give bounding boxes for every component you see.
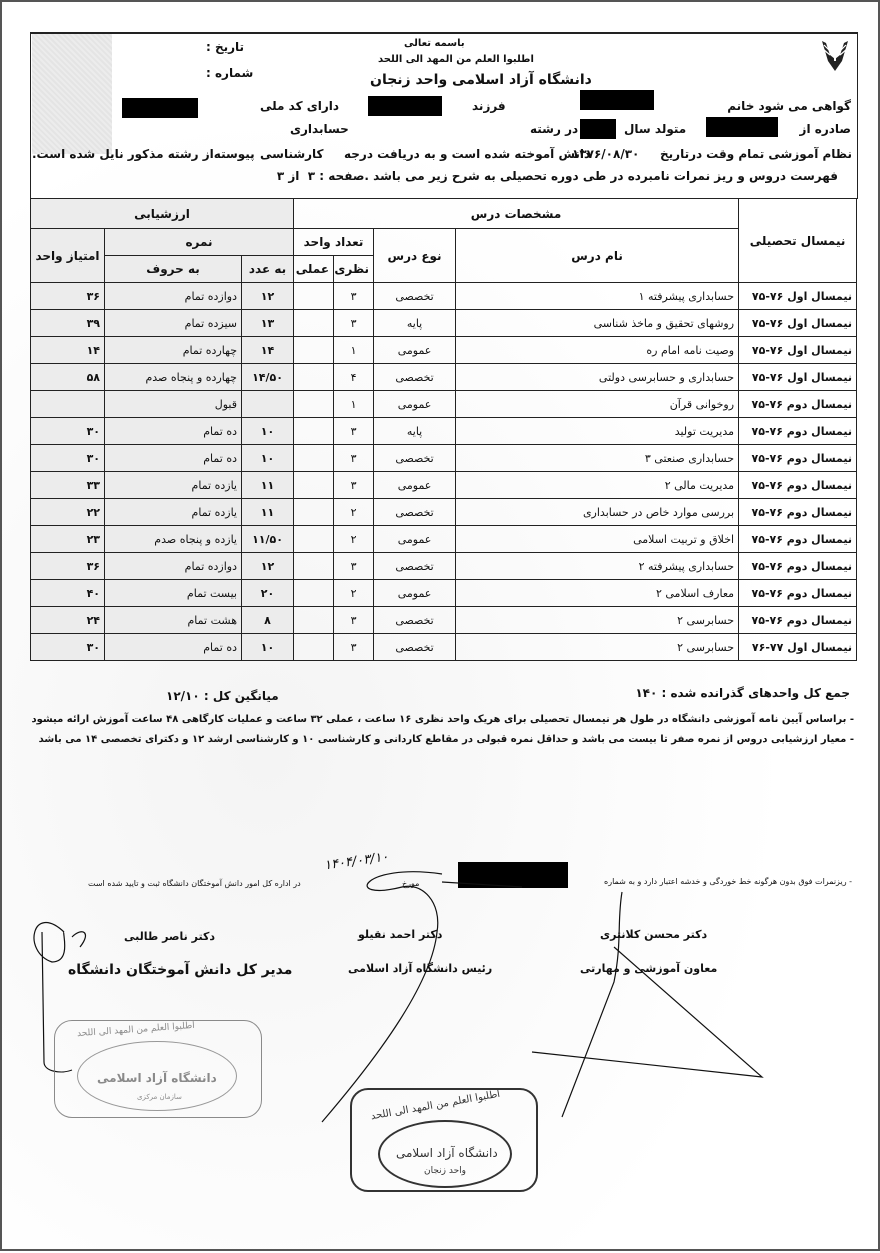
cell-unit-points: ۳۹: [31, 310, 105, 337]
note-grading: - معیار ارزشیابی دروس از نمره صفر تا بیست می باشد و حداقل نمره قبولی در مقاطع کاردانی و کارشناسی ۱۰ و کارشناسی ارشد ۱۲ و دکترای تخصصی ۱۴ می باشد: [38, 734, 854, 745]
cell-grade-words: قبول: [105, 391, 242, 418]
cell-course-name: حسابداری پیشرفته ۲: [456, 553, 739, 580]
cell-unit-points: ۴۰: [31, 580, 105, 607]
in-field-label: در رشته: [530, 122, 579, 136]
stamp-center-top-text: اطلبوا العلم من المهد الی اللحد: [370, 1088, 501, 1123]
cell-grade-words: دوازده تمام: [105, 553, 242, 580]
hadith: اطلبوا العلم من المهد الی اللحد: [378, 54, 534, 65]
header-units-count: تعداد واحد: [294, 229, 374, 256]
cell-theory-units: ۴: [334, 364, 374, 391]
cell-unit-points: ۱۴: [31, 337, 105, 364]
cell-theory-units: ۳: [334, 634, 374, 661]
cell-grade-words: یازده تمام: [105, 499, 242, 526]
cell-course-type: عمومی: [374, 472, 456, 499]
cell-grade-number: ۱۴: [242, 337, 294, 364]
cell-theory-units: ۳: [334, 607, 374, 634]
cell-unit-points: ۳۰: [31, 634, 105, 661]
cell-course-name: روخوانی قرآن: [456, 391, 739, 418]
cell-theory-units: ۲: [334, 526, 374, 553]
stamp-center-center-text: دانشگاه آزاد اسلامی: [396, 1146, 498, 1160]
born-year-label: متولد سال: [624, 122, 687, 136]
cell-grade-words: سیزده تمام: [105, 310, 242, 337]
stamp-central-org: [54, 1020, 262, 1118]
dated-label: مورخ: [402, 879, 420, 888]
signatory-2-title: رئیس دانشگاه آزاد اسلامی: [348, 962, 493, 975]
education-system: نظام آموزشی تمام وقت: [706, 147, 852, 161]
degree-completion-text: پیوسته‌از رشته مذکور نایل شده است.: [32, 147, 255, 161]
header-semester: نیمسال تحصیلی: [739, 199, 857, 283]
date-label: تاریخ :: [206, 40, 245, 54]
cell-grade-words: ده تمام: [105, 418, 242, 445]
cell-semester: نیمسال دوم ۷۶-۷۵: [739, 472, 857, 499]
cell-grade-words: یازده تمام: [105, 472, 242, 499]
cell-course-type: پایه: [374, 310, 456, 337]
cell-semester: نیمسال اول ۷۷-۷۶: [739, 634, 857, 661]
cell-unit-points: ۳۰: [31, 445, 105, 472]
cell-course-type: عمومی: [374, 337, 456, 364]
cell-semester: نیمسال دوم ۷۶-۷۵: [739, 553, 857, 580]
field-name: حسابداری: [290, 122, 349, 136]
cell-unit-points: ۳۰: [31, 418, 105, 445]
cell-grade-number: ۱۰: [242, 445, 294, 472]
cell-unit-points: ۳۶: [31, 283, 105, 310]
bismillah: باسمه تعالی: [404, 38, 465, 49]
signatory-3-title: مدیر کل دانش آموختگان دانشگاه: [68, 962, 293, 978]
cell-course-name: اخلاق و تربیت اسلامی: [456, 526, 739, 553]
note-hours: - براساس آیین نامه آموزشی دانشگاه در طول هر نیمسال تحصیلی برای هریک واحد نظری ۱۶ ساعت ، عملی ۳۲ ساعت و عملیات کارگاهی ۴۸ ساعت آموزش ارائه میشود: [31, 714, 854, 725]
cell-course-name: معارف اسلامی ۲: [456, 580, 739, 607]
gpa-label: میانگین کل :: [203, 689, 279, 703]
cell-theory-units: ۳: [334, 418, 374, 445]
cell-course-type: عمومی: [374, 391, 456, 418]
signatory-1-name: دکتر محسن کلانتری: [600, 928, 708, 941]
cell-grade-number: ۲۰: [242, 580, 294, 607]
transcript-document: [2, 2, 878, 1249]
cell-grade-number: ۱۰: [242, 418, 294, 445]
header-unit-points: امتیاز واحد: [31, 229, 105, 283]
header-grade-words: به حروف: [105, 256, 242, 283]
cell-course-name: مدیریت مالی ۲: [456, 472, 739, 499]
cell-semester: نیمسال دوم ۷۶-۷۵: [739, 445, 857, 472]
degree-name: کارشناسی: [260, 147, 324, 161]
cell-grade-words: دوازده تمام: [105, 283, 242, 310]
cell-unit-points: ۲۳: [31, 526, 105, 553]
cell-theory-units: ۲: [334, 499, 374, 526]
cell-theory-units: ۳: [334, 310, 374, 337]
cell-theory-units: ۳: [334, 553, 374, 580]
cell-unit-points: ۲۴: [31, 607, 105, 634]
header-course-type: نوع درس: [374, 229, 456, 283]
cell-grade-number: ۸: [242, 607, 294, 634]
certify-text: گواهی می شود خانم: [727, 99, 851, 113]
cell-course-type: تخصصی: [374, 607, 456, 634]
total-units-value: ۱۴۰: [635, 686, 658, 700]
cell-course-type: تخصصی: [374, 499, 456, 526]
cell-course-name: مدیریت تولید: [456, 418, 739, 445]
cell-course-name: وصیت نامه امام ره: [456, 337, 739, 364]
header-course-name: نام درس: [456, 229, 739, 283]
issued-from-label: صادره از: [799, 122, 851, 136]
cell-semester: نیمسال دوم ۷۶-۷۵: [739, 580, 857, 607]
cell-grade-number: ۱۰: [242, 634, 294, 661]
cell-semester: نیمسال دوم ۷۶-۷۵: [739, 418, 857, 445]
header-grade-number: به عدد: [242, 256, 294, 283]
cell-semester: نیمسال اول ۷۶-۷۵: [739, 337, 857, 364]
cell-theory-units: ۱: [334, 337, 374, 364]
cell-grade-number: ۱۴/۵۰: [242, 364, 294, 391]
cell-course-name: روشهای تحقیق و ماخذ شناسی: [456, 310, 739, 337]
cell-course-type: عمومی: [374, 526, 456, 553]
number-label: شماره :: [206, 66, 254, 80]
cell-semester: نیمسال اول ۷۶-۷۵: [739, 283, 857, 310]
cell-semester: نیمسال دوم ۷۶-۷۵: [739, 499, 857, 526]
cell-course-type: تخصصی: [374, 364, 456, 391]
header-evaluation: ارزشیابی: [31, 199, 294, 229]
university-name: دانشگاه آزاد اسلامی واحد زنجان: [370, 72, 592, 88]
gpa-value: ۱۲/۱۰: [166, 689, 200, 703]
header-course-specs: مشخصات درس: [294, 199, 739, 229]
cell-theory-units: ۱: [334, 391, 374, 418]
cell-semester: نیمسال دوم ۷۶-۷۵: [739, 526, 857, 553]
cell-unit-points: ۵۸: [31, 364, 105, 391]
validity-prefix: - ریزنمرات فوق بدون هرگونه خط خوردگی و خدشه اعتبار دارد و به شماره: [604, 877, 852, 886]
page-current: ۳: [307, 169, 316, 183]
page-of: از: [288, 169, 300, 183]
header-theory: نظری: [334, 256, 374, 283]
stamp-center-bottom-text: واحد زنجان: [424, 1166, 467, 1176]
cell-grade-number: ۱۱/۵۰: [242, 526, 294, 553]
cell-course-name: حسابداری صنعتی ۳: [456, 445, 739, 472]
stamp-left-center-text: دانشگاه آزاد اسلامی: [97, 1071, 217, 1085]
cell-course-name: حسابرسی ۲: [456, 634, 739, 661]
handwritten-date: ۱۴۰۴/۰۳/۱۰: [323, 849, 390, 874]
stamp-left-bottom-text: سازمان مرکزی: [137, 1093, 182, 1101]
cell-semester: نیمسال دوم ۷۶-۷۵: [739, 391, 857, 418]
cell-grade-words: هشت تمام: [105, 607, 242, 634]
cell-course-type: تخصصی: [374, 553, 456, 580]
stamp-left-top-text: اطلبوا العلم من المهد الی اللحد: [76, 1020, 196, 1040]
cell-theory-units: ۲: [334, 580, 374, 607]
cell-grade-words: ده تمام: [105, 634, 242, 661]
graduation-date: ۱۳۷۶/۰۸/۳۰: [572, 147, 640, 161]
cell-semester: نیمسال اول ۷۶-۷۵: [739, 364, 857, 391]
signature-center-icon: [322, 872, 522, 1122]
cell-theory-units: ۳: [334, 472, 374, 499]
cell-grade-number: ۱۱: [242, 499, 294, 526]
cell-grade-number: ۱۳: [242, 310, 294, 337]
header-grade: نمره: [105, 229, 294, 256]
cell-grade-words: یازده و پنجاه صدم: [105, 526, 242, 553]
cell-grade-words: چهارده و پنجاه صدم: [105, 364, 242, 391]
child-of-label: فرزند: [472, 99, 506, 113]
signature-right-icon: [532, 892, 762, 1117]
cell-course-name: بررسی موارد خاص در حسابداری: [456, 499, 739, 526]
signatory-3-name: دکتر ناصر طالبی: [124, 930, 216, 943]
graduated-text: دانش آموخته شده است و به دریافت درجه: [344, 147, 591, 161]
header-practical: عملی: [294, 256, 334, 283]
cell-course-type: تخصصی: [374, 634, 456, 661]
on-date-label: درتاریخ: [660, 147, 703, 161]
stamp-zanjan-branch: [350, 1088, 538, 1192]
cell-semester: نیمسال اول ۷۶-۷۵: [739, 310, 857, 337]
national-id-label: دارای کد ملی: [260, 99, 340, 113]
cell-course-type: پایه: [374, 418, 456, 445]
cell-grade-number: ۱۲: [242, 553, 294, 580]
cell-course-type: تخصصی: [374, 283, 456, 310]
cell-grade-number: ۱۱: [242, 472, 294, 499]
cell-grade-words: چهارده تمام: [105, 337, 242, 364]
validity-suffix: در اداره کل امور دانش آموختگان دانشگاه ثبت و تایید شده است: [88, 879, 301, 888]
cell-unit-points: ۲۲: [31, 499, 105, 526]
cell-course-name: حسابرسی ۲: [456, 607, 739, 634]
cell-grade-words: ده تمام: [105, 445, 242, 472]
course-list-intro: فهرست دروس و ریز نمرات نامبرده در طی دوره تحصیلی به شرح زیر می باشد .صفحه : ۳ از ۳: [276, 169, 838, 183]
signatory-1-title: معاون آموزشی و مهارتی: [580, 962, 718, 975]
cell-grade-number: ۱۲: [242, 283, 294, 310]
cell-unit-points: ۳۶: [31, 553, 105, 580]
total-units-label: جمع کل واحدهای گذرانده شده :: [661, 686, 850, 700]
cell-course-type: تخصصی: [374, 445, 456, 472]
cell-course-name: حسابداری و حسابرسی دولتی: [456, 364, 739, 391]
cell-unit-points: ۳۳: [31, 472, 105, 499]
cell-course-name: حسابداری پیشرفته ۱: [456, 283, 739, 310]
cell-theory-units: ۳: [334, 445, 374, 472]
cell-course-type: عمومی: [374, 580, 456, 607]
cell-grade-words: بیست تمام: [105, 580, 242, 607]
cell-theory-units: ۳: [334, 283, 374, 310]
cell-semester: نیمسال دوم ۷۶-۷۵: [739, 607, 857, 634]
page-total: ۳: [276, 169, 285, 183]
signatory-2-name: دکتر احمد نقیلو: [358, 928, 443, 941]
